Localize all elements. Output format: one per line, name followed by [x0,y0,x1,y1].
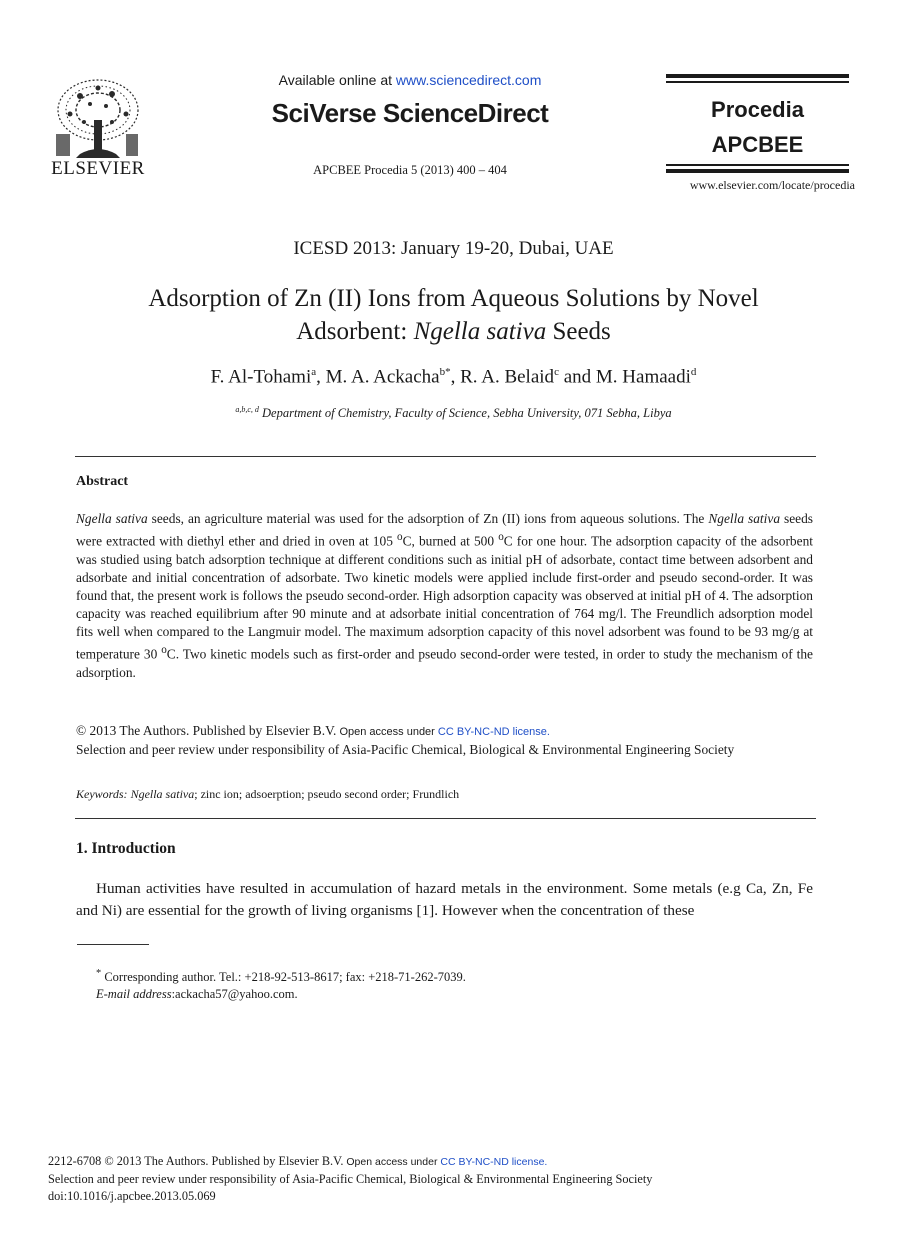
issn-line [48,1153,868,1171]
abstract-text: seeds were extracted with diethyl ether and dried in oven at 105 [76,511,813,549]
title-prefix: Adsorbent: [296,318,414,345]
affiliation-text: Department of Chemistry, Faculty of Science, Sebha University, 071 Sebha, Libya [262,406,672,421]
corresponding-text: Corresponding author. Tel.: +218-92-513-8617; fax: +218-71-262-7039. [101,970,466,985]
footnote [96,965,466,1003]
logo-rule-top-thin [666,81,849,83]
journal-logo-line1: Procedia [711,97,804,122]
journal-logo-line2: APCBEE [711,132,804,157]
species-name: Ngella sativa [708,511,781,526]
available-text: Available online at [278,72,392,88]
title-line1: Adsorption of Zn (II) Ions from Aqueous Solutions by Novel [148,285,759,312]
title-line2 [40,315,867,348]
doi-line: doi:10.1016/j.apcbee.2013.05.069 [48,1189,216,1203]
author-sep: , [450,366,461,388]
email-line [96,986,466,1003]
author-sep: , [316,366,326,388]
keywords-label: Keywords: [76,787,131,801]
license-link[interactable]: CC BY-NC-ND license. [440,1156,548,1168]
publisher-name: ELSEVIER [51,158,145,179]
logo-rule-bottom-thin [666,164,849,166]
copyright-block [76,722,816,759]
issn-text: 2212-6708 © 2013 The Authors. Published by Elsevier B.V. [48,1154,344,1168]
degree-sup: o [161,644,167,657]
footnote-star: * [96,968,102,979]
platform-logo: SciVerse ScienceDirect [271,98,549,128]
author-name: R. A. Belaid [460,366,555,388]
affiliation [0,405,907,421]
author-sup: a [311,366,317,378]
available-online-line [215,72,605,88]
keywords-list: ; zinc ion; adsoerption; pseudo second order; Frundlich [194,787,460,801]
author-sup: b* [439,366,451,378]
email-address[interactable]: :ackacha57@yahoo.com. [171,987,298,1002]
intro-paragraph: Human activities have resulted in accumulation of hazard metals in the environment. Some metals (e.g Ca, Zn, Fe and Ni) are essential for the growth of living organisms [1]. However when the concentration of these [76,880,813,919]
author-sup: d [690,366,697,378]
sciencedirect-link[interactable]: www.sciencedirect.com [395,72,542,88]
degree-sup: o [498,531,504,544]
section-heading: 1. Introduction [76,840,176,857]
bottom-review-line: Selection and peer review under responsibility of Asia-Pacific Chemical, Biological & Environmental Engineering Society [48,1172,653,1186]
abstract-text: C, burned at 500 [402,533,499,549]
keyword-species: Ngella sativa [130,787,195,801]
open-access-text: Open access under [343,1156,441,1168]
abstract-text: C. Two kinetic models such as first-order and pseudo second-order were tested, in order to study the mechanism of the adsorption. [76,646,813,680]
journal-logo [660,92,855,162]
logo-rule-top [666,74,849,78]
abstract-heading: Abstract [76,474,129,489]
abstract-text: seeds, an agriculture material was used for the adsorption of Zn (II) ions from aqueous solutions. The [147,511,709,526]
species-name: Ngella sativa [76,511,148,526]
author-name: F. Al-Tohami [210,366,312,388]
title-species: Ngella sativa [413,318,547,345]
copyright-line [76,722,816,741]
journal-url-link[interactable]: www.elsevier.com/locate/procedia [689,178,855,192]
paper-title [40,282,867,348]
peer-review-line: Selection and peer review under responsibility of Asia-Pacific Chemical, Biological & Environmental Engineering Society [76,742,735,757]
divider [75,456,816,457]
license-link[interactable]: CC BY-NC-ND license. [437,726,550,738]
logo-rule-bottom [666,169,849,173]
footnote-rule [77,944,149,945]
degree-sup: o [396,531,403,544]
divider [75,818,816,819]
copyright-text: © 2013 The Authors. Published by Elsevier B.V. [76,723,337,738]
author-name: M. A. Ackacha [325,366,440,388]
title-suffix: Seeds [546,318,611,345]
open-access-text: Open access under [336,726,438,738]
abstract-body [76,510,813,682]
email-label: E-mail address [96,987,172,1002]
keywords [76,787,816,802]
author-name: M. Hamaadi [595,366,691,388]
corresponding-author [96,965,466,986]
bottom-info [48,1153,868,1205]
conference-line: ICESD 2013: January 19-20, Dubai, UAE [293,238,614,259]
journal-reference: APCBEE Procedia 5 (2013) 400 – 404 [313,163,507,177]
author-list [0,366,907,388]
abstract-text: C for one hour. The adsorption capacity of the adsorbent was studied using batch adsorption technique at different conditions such as initial pH of adsorbate, contact time between adsorbent and adsorbate and initial concentration of adsorbate. Two kinetic models were applied include first-order and pseudo second-order. It was found that, the present work is follows the pseudo second-order. High adsorption capacity was observed at initial pH of 4. The adsorption capacity was reached equilibrium after 90 minute and at adsorbate initial concentration of 764 mg/l. The Freundlich adsorption model fits well when compared to the Langmuir model. The maximum adsorption capacity of this novel adsorbent was found to be 93 mg/g at temperature 30 [76,533,813,662]
affiliation-sup: a,b,c, d [235,405,259,414]
author-sep: and [558,366,596,388]
author-sup: c [554,366,559,378]
